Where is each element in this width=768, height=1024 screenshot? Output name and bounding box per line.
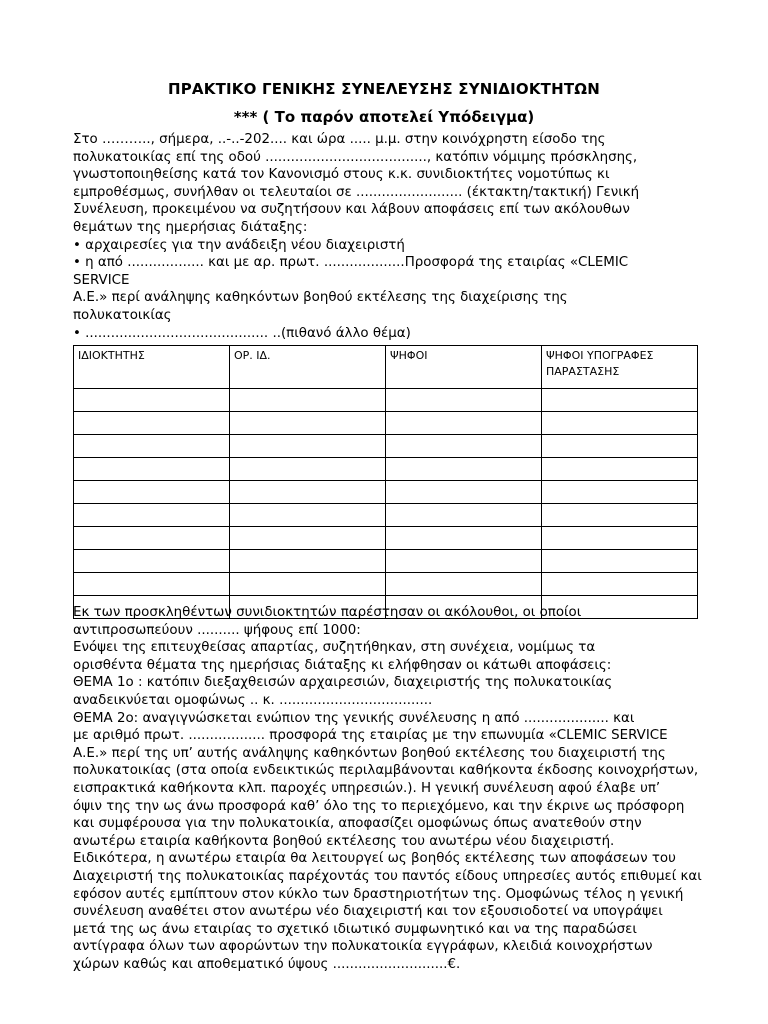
table-cell xyxy=(74,550,230,573)
intro-line: θεμάτων της ημερήσιας διάταξης: xyxy=(73,219,308,235)
table-cell xyxy=(542,412,698,435)
table-cell xyxy=(542,458,698,481)
decisions-line: Διαχειριστή της πολυκατοικίας παρέχοντάς του παντός είδους υπηρεσίες αυτός επιθυμεί και xyxy=(73,868,702,884)
intro-line: εμπροθέσμως, συνήλθαν οι τελευταίοι σε ......................... (έκτακτη/τακτική) Γενική xyxy=(73,184,640,200)
table-cell xyxy=(230,389,386,412)
table-cell xyxy=(386,573,542,596)
intro-line: πολυκατοικίας επί της οδού ......................................, κατόπιν νόμιμης πρόσκλησης, xyxy=(73,149,638,165)
table-cell xyxy=(230,435,386,458)
intro-line: Στο ……….., σήμερα, ..-..-202.... και ώρα ..... μ.μ. στην κοινόχρηστη είσοδο της xyxy=(73,132,606,147)
table-cell xyxy=(386,550,542,573)
table-cell xyxy=(542,389,698,412)
decisions-line: μετά της ως άνω εταιρίας το σχετικό ιδιωτικό συμφωνητικό και να της παραδώσει xyxy=(73,921,637,937)
decisions-line: και συμφέρουσα για την πολυκατοικία, αποφασίζει ομοφώνως όπως ανατεθούν στην xyxy=(73,816,642,832)
decisions-line: αντιπροσωπεύουν .......... ψήφους επί 1000: xyxy=(73,622,361,638)
table-row xyxy=(74,458,698,481)
decisions-line: Εκ των προσκληθέντων συνιδιοκτητών παρέστησαν οι ακόλουθοι, οι οποίοι xyxy=(73,605,582,620)
intro-line: πολυκατοικίας xyxy=(73,307,172,323)
table-cell xyxy=(74,412,230,435)
decisions-line: Ενόψει της επιτευχθείσας απαρτίας, συζητήθηκαν, στη συνέχεια, νομίμως τα xyxy=(73,640,596,656)
intro-line: γνωστοποιηθείσης κατά τον Κανονισμό στους κ.κ. συνιδιοκτήτες νομοτύπως κι xyxy=(73,167,610,183)
table-row xyxy=(74,573,698,596)
table-cell xyxy=(230,412,386,435)
column-header-owner: ΙΔΙΟΚΤΗΤΗΣ xyxy=(74,346,230,389)
table-cell xyxy=(74,527,230,550)
intro-line: Α.Ε.» περί ανάληψης καθηκόντων βοηθού εκτέλεσης της διαχείρισης της xyxy=(73,290,568,306)
table-cell xyxy=(74,389,230,412)
table-cell xyxy=(230,550,386,573)
intro-line: SERVICE xyxy=(73,272,130,288)
document-subtitle: *** ( Το παρόν αποτελεί Υπόδειγμα) xyxy=(233,108,535,126)
table-cell xyxy=(386,504,542,527)
attendance-table xyxy=(73,345,698,619)
decisions-line: εφόσον αυτές εμπίπτουν στον κύκλο των δραστηριοτήτων της. Ομοφώνως τέλος η γενική xyxy=(73,886,684,902)
table-cell xyxy=(74,458,230,481)
table-header-row xyxy=(74,346,698,389)
decisions-paragraph xyxy=(73,604,705,973)
table-cell xyxy=(542,573,698,596)
table-row xyxy=(74,389,698,412)
table-cell xyxy=(230,504,386,527)
table-cell xyxy=(230,527,386,550)
table-cell xyxy=(542,550,698,573)
column-header-votes-signatures: ΨΗΦΟΙ ΥΠΟΓΡΑΦΕΣ ΠΑΡΑΣΤΑΣΗΣ xyxy=(542,346,698,389)
table-cell xyxy=(386,435,542,458)
table-row xyxy=(74,481,698,504)
table-cell xyxy=(386,458,542,481)
decisions-line: ανωτέρω εταιρία καθήκοντα βοηθού εκτέλεσης του ανωτέρω νέου διαχειριστή. xyxy=(73,833,615,849)
table-cell xyxy=(386,389,542,412)
table-cell xyxy=(542,481,698,504)
intro-paragraph xyxy=(73,131,705,342)
table-cell xyxy=(542,504,698,527)
table-cell xyxy=(230,573,386,596)
table-body xyxy=(74,389,698,619)
table-row xyxy=(74,550,698,573)
table-cell xyxy=(386,412,542,435)
table-cell xyxy=(386,527,542,550)
table-cell xyxy=(230,481,386,504)
table-row xyxy=(74,435,698,458)
decisions-line: ΘΕΜΑ 2ο: αναγιγνώσκεται ενώπιον της γενικής συνέλευσης η από .................... και xyxy=(73,710,635,726)
decisions-line: Ειδικότερα, η ανωτέρω εταιρία θα λειτουργεί ως βοηθός εκτέλεσης των αποφάσεων του xyxy=(73,851,676,867)
decisions-line: Α.Ε.» περί της υπ’ αυτής ανάληψης καθηκόντων βοηθού εκτέλεσης του διαχειριστή της xyxy=(73,745,666,761)
table-row xyxy=(74,527,698,550)
table-row xyxy=(74,412,698,435)
decisions-line: ορισθέντα θέματα της ημερήσιας διάταξης κι ελήφθησαν οι κάτωθι αποφάσεις: xyxy=(73,657,612,673)
intro-line: • αρχαιρεσίες για την ανάδειξη νέου διαχειριστή xyxy=(73,237,405,253)
table-cell xyxy=(542,527,698,550)
table-cell xyxy=(542,435,698,458)
column-header-property-id: ΟΡ. ΙΔ. xyxy=(230,346,386,389)
table-cell xyxy=(230,458,386,481)
intro-line: Συνέλευση, προκειμένου να συζητήσουν και λάβουν αποφάσεις επί των ακόλουθων xyxy=(73,202,630,218)
decisions-line: αντίγραφα όλων των αφορώντων την πολυκατοικία εγγράφων, κλειδιά κοινοχρήστων xyxy=(73,939,653,955)
decisions-line: ΘΕΜΑ 1ο : κατόπιν διεξαχθεισών αρχαιρεσιών, διαχειριστής της πολυκατοικίας xyxy=(73,675,613,691)
table-cell xyxy=(74,435,230,458)
table-cell xyxy=(74,504,230,527)
intro-line: • η από .................. και με αρ. πρωτ. ...................Προσφορά της εταιρίας «CLEMIC xyxy=(73,255,629,271)
document-title: ΠΡΑΚΤΙΚΟ ΓΕΝΙΚΗΣ ΣΥΝΕΛΕΥΣΗΣ ΣΥΝΙΔΙΟΚΤΗΤΩΝ xyxy=(167,80,600,98)
decisions-line: εισπρακτικά καθήκοντα κλπ. παροχές υπηρεσιών.). Η γενική συνέλευση αφού έλαβε υπ’ xyxy=(73,780,661,796)
table-row xyxy=(74,504,698,527)
table-cell xyxy=(74,573,230,596)
column-header-votes: ΨΗΦΟΙ xyxy=(386,346,542,389)
table-cell xyxy=(386,481,542,504)
table-cell xyxy=(74,481,230,504)
decisions-line: πολυκατοικίας (στα οποία ενδεικτικώς περιλαμβάνονται καθήκοντα έκδοσης κοινοχρήστων, xyxy=(73,763,699,779)
intro-line: • ........................................... ..(πιθανό άλλο θέμα) xyxy=(73,325,411,341)
decisions-line: χώρων καθώς και αποθεματικό ύψους ...........................€. xyxy=(73,956,461,972)
decisions-line: συνέλευση αναθέτει στον ανωτέρω νέο διαχειριστή και τον εξουσιοδοτεί να υπογράψει xyxy=(73,904,663,920)
decisions-line: με αριθμό πρωτ. .................. προσφορά της εταιρίας με την επωνυμία «CLEMIC SERVICE xyxy=(73,728,668,744)
decisions-line: αναδεικνύεται ομοφώνως .. κ. .................................... xyxy=(73,692,433,708)
decisions-line: όψιν της την ως άνω προσφορά καθ’ όλο της το περιεχόμενο, και την έκρινε ως πρόσφορη xyxy=(73,798,685,814)
